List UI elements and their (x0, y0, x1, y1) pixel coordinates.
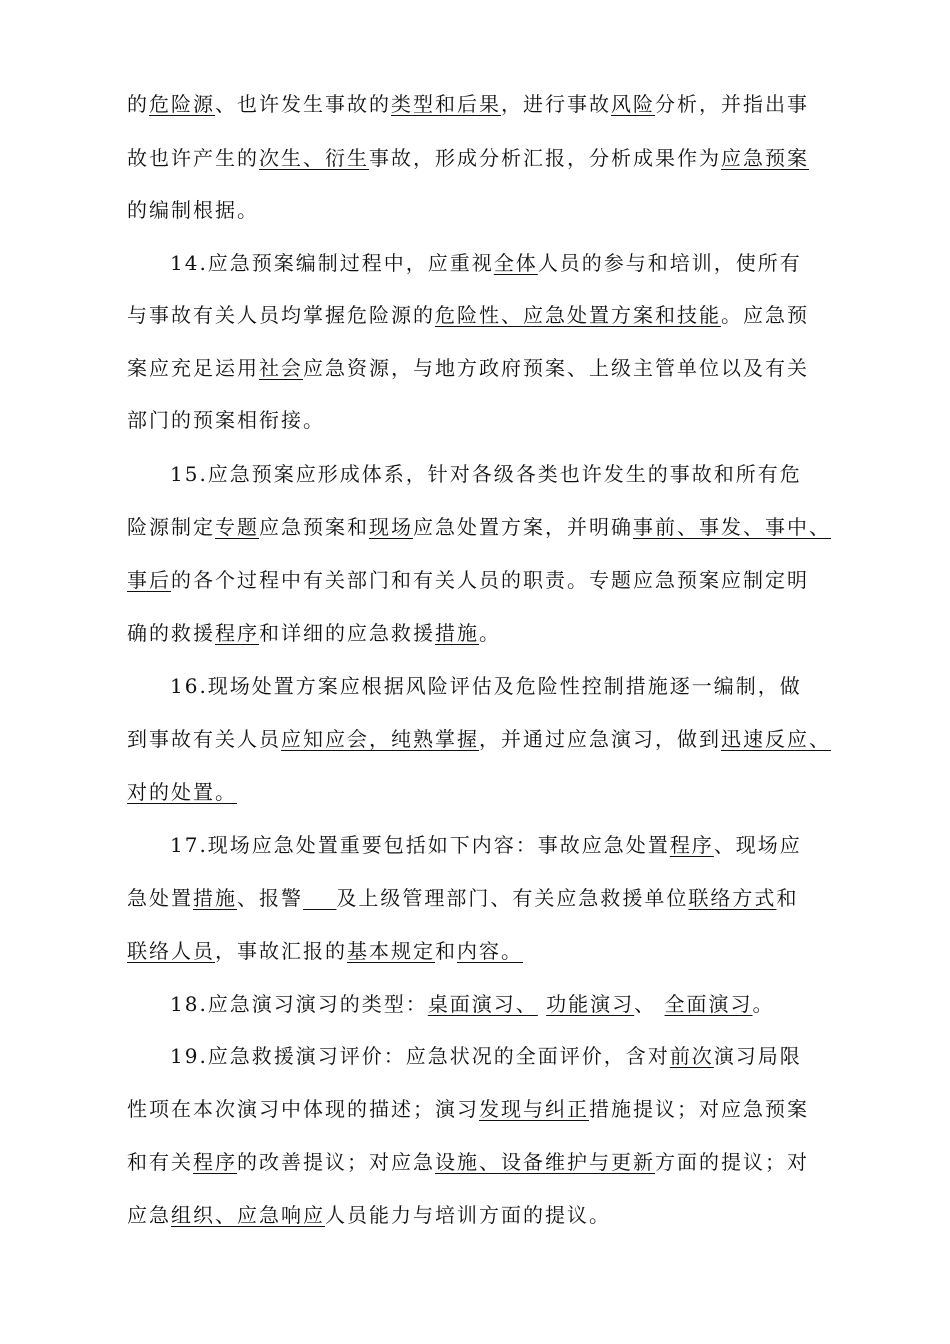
text-segment: 急处置 (127, 886, 193, 910)
text-segment: 分析，并指出事 (655, 92, 809, 116)
text-segment-underlined: 发现与纠正 (479, 1097, 589, 1121)
text-line (127, 406, 325, 434)
text-segment: 的编制根据。 (127, 198, 259, 222)
text-segment: 16.现场处置方案应根据风险评估及危险性控制措施逐一编制，做 (170, 674, 802, 698)
text-segment: 措施提议；对应急预案 (589, 1097, 809, 1121)
text-segment-underlined: 内容。 (457, 939, 523, 963)
text-segment-underlined: 风险 (611, 92, 655, 116)
text-segment: 17.现场应急处置重要包括如下内容：事故应急处置 (170, 833, 670, 857)
text-segment: 应急预案和 (259, 515, 369, 539)
text-line (127, 778, 237, 806)
text-segment-underlined: 桌面演习、 (427, 992, 538, 1016)
text-segment: 、也许发生事故的 (215, 92, 391, 116)
text-segment: 、报警 (237, 886, 303, 910)
text-line (127, 354, 809, 382)
text-segment-underlined: 程序 (193, 1150, 237, 1174)
text-segment-underlined: 基本规定 (347, 939, 435, 963)
text-segment-underlined: 专题 (215, 515, 259, 539)
text-segment: 演习局限 (713, 1044, 802, 1068)
text-segment: 的各个过程中有关部门和有关人员的职责。专题应急预案应制定明 (171, 568, 809, 592)
text-segment-underlined: 迅速反应、 (721, 727, 831, 751)
text-segment-underlined: 功能演习 (546, 992, 635, 1016)
text-segment: 和 (435, 939, 457, 963)
text-segment: 方面的提议；对 (655, 1150, 809, 1174)
text-line (170, 990, 775, 1018)
text-segment-underlined: 前次 (669, 1044, 714, 1068)
text-segment-underlined (303, 886, 336, 910)
text-line (127, 884, 798, 912)
text-segment: 案应充足运用 (127, 356, 259, 380)
text-segment-underlined: 全面演习 (664, 992, 753, 1016)
text-segment: 的改善提议；对应急 (237, 1150, 435, 1174)
text-segment-underlined: 次生、衍生 (259, 146, 369, 170)
text-segment: 性项在本次演习中体现的描述；演习 (127, 1097, 479, 1121)
text-line (170, 672, 802, 700)
text-segment (538, 992, 546, 1016)
text-segment-underlined: 应知应会，纯熟掌握 (281, 727, 479, 751)
text-line (127, 619, 501, 647)
text-segment: 和有关 (127, 1150, 193, 1174)
text-line (127, 1095, 809, 1123)
text-line (127, 1201, 611, 1229)
text-line (127, 301, 809, 329)
text-segment: ，并通过应急演习，做到 (479, 727, 721, 751)
text-segment: 确的救援 (127, 621, 215, 645)
text-segment: 应急资源，与地方政府预案、上级主管单位以及有关 (303, 356, 809, 380)
text-segment-underlined: 事后 (127, 568, 171, 592)
text-line (127, 725, 831, 753)
text-segment: 与事故有关人员均掌握危险源的 (127, 303, 435, 327)
text-line (127, 937, 523, 965)
text-segment: 事故，形成分析汇报，分析成果作为 (369, 146, 721, 170)
text-segment: 人员能力与培训方面的提议。 (325, 1203, 611, 1227)
text-segment-underlined: 措施 (435, 621, 479, 645)
text-segment-underlined: 程序 (215, 621, 259, 645)
text-line (170, 460, 802, 488)
text-segment: 、现场应 (713, 833, 802, 857)
text-segment: 。 (479, 621, 501, 645)
text-segment: 和 (776, 886, 799, 910)
text-line (170, 831, 802, 859)
text-segment: 到事故有关人员 (127, 727, 281, 751)
text-segment: 险源制定 (127, 515, 215, 539)
text-line (127, 1148, 809, 1176)
text-segment: 19.应急救援演习评价：应急状况的全面评价，含对 (170, 1044, 670, 1068)
text-segment: 14.应急预案编制过程中，应重视 (170, 251, 494, 275)
text-segment-underlined: 事前、事发、事中、 (633, 515, 831, 539)
text-segment: 人员的参与和培训，使所有 (537, 251, 802, 275)
text-segment-underlined: 危险源 (149, 92, 215, 116)
text-line (127, 566, 809, 594)
text-segment: 故也许产生的 (127, 146, 259, 170)
text-line (170, 1042, 802, 1070)
text-segment-underlined: 联络人员 (127, 939, 215, 963)
text-line (127, 144, 809, 172)
text-line (127, 90, 809, 118)
text-segment-underlined: 危险性、应急处置方案和技能 (435, 303, 721, 327)
text-segment: ，进行事故 (501, 92, 611, 116)
text-segment-underlined: 对的处置。 (127, 780, 237, 804)
text-segment-underlined: 类型和后果 (391, 92, 501, 116)
text-segment: 应急 (127, 1203, 171, 1227)
text-segment-underlined: 措施 (193, 886, 237, 910)
text-line (127, 513, 831, 541)
text-segment-underlined: 联络方式 (688, 886, 777, 910)
text-segment: 应急处置方案，并明确 (413, 515, 633, 539)
text-segment: 、 (634, 992, 665, 1016)
text-segment: 15.应急预案应形成体系，针对各级各类也许发生的事故和所有危 (170, 462, 802, 486)
text-segment: 部门的预案相衔接。 (127, 408, 325, 432)
text-segment: 18.应急演习演习的类型： (170, 992, 428, 1016)
text-segment: ，事故汇报的 (215, 939, 347, 963)
text-line (170, 249, 802, 277)
text-segment: 。应急预 (721, 303, 809, 327)
text-segment: 的 (127, 92, 149, 116)
text-segment-underlined: 应急预案 (721, 146, 809, 170)
text-segment-underlined: 现场 (369, 515, 413, 539)
text-segment: 和详细的应急救援 (259, 621, 435, 645)
text-segment-underlined: 设施、设备维护与更新 (435, 1150, 655, 1174)
text-line (127, 196, 259, 224)
text-segment: 及上级管理部门、有关应急救援单位 (336, 886, 689, 910)
text-segment-underlined: 组织、应急响应 (171, 1203, 325, 1227)
text-segment-underlined: 社会 (259, 356, 303, 380)
text-segment-underlined: 全体 (493, 251, 538, 275)
text-segment: 。 (752, 992, 775, 1016)
text-segment-underlined: 程序 (669, 833, 714, 857)
